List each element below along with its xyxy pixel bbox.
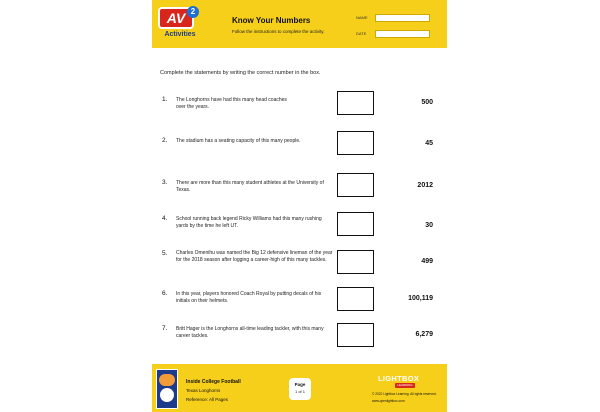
question-5-value: 499 [421,258,433,265]
question-1-answer-box[interactable] [337,91,374,115]
question-6-answer-box[interactable] [337,287,374,311]
date-label: DATE [356,31,367,36]
question-5-text: Charles Omenihu was named the Big 12 defensive lineman of the year for the 2018 season after logging a career-high of this many tackles. [176,250,333,263]
question-4-text: School running back legend Ricky Williams had this many rushing yards by the time he left UT. [176,216,322,229]
name-label: NAME [356,15,368,20]
question-6-text: In this year, players honored Coach Royal by putting decals of his initials on their helmets. [176,291,322,304]
page-label: Page [294,382,306,387]
logo-label: Activities [164,31,196,38]
logo-text: AV [166,10,186,26]
question-1-text: The Longhorns have had this many head coaches over the years. [176,97,287,110]
question-6-number: 6. [162,290,168,297]
question-7-number: 7. [162,325,168,332]
lightbox-tag: LEARNING [395,383,415,388]
question-2-number: 2. [162,137,168,144]
page-indicator [289,378,311,400]
lightbox-logo: LIGHTBOX [378,374,420,383]
name-field[interactable] [375,14,430,22]
question-2-text: The stadium has a seating capacity of this many people. [176,138,301,144]
question-4-value: 30 [425,222,433,229]
copyright: © 2022 Lightbox Learning. All rights reserved. [372,392,437,396]
av2-logo-badge [158,7,194,29]
question-3-answer-box[interactable] [337,173,374,197]
footer-bar [152,364,447,412]
website: www.openlightbox.com [372,399,405,403]
question-1-number: 1. [162,96,168,103]
instructions: Complete the statements by writing the correct number in the box. [160,70,321,76]
av2-logo [158,7,206,45]
reference: Reference: All Pages [186,397,229,402]
question-7-text: Britt Hager is the Longhorns all-time leading tackler, with this many career tackles. [176,326,324,339]
question-5-number: 5. [162,250,168,257]
question-4-answer-box[interactable] [337,212,374,236]
question-2-value: 45 [425,140,433,147]
worksheet [152,0,447,412]
date-field[interactable] [375,30,430,38]
question-1-value: 500 [421,99,433,106]
question-6-value: 100,119 [408,295,433,302]
logo-superscript: 2 [187,6,199,18]
page-subtitle: Follow the instructions to complete the activity. [232,29,325,34]
header-bar [152,0,447,48]
question-4-number: 4. [162,215,168,222]
question-2-answer-box[interactable] [337,131,374,155]
page-number: 1 of 1 [294,389,305,394]
question-7-answer-box[interactable] [337,323,374,347]
book-cover-thumbnail [156,369,178,409]
question-3-value: 2012 [417,182,433,189]
page-title: Know Your Numbers [232,16,311,25]
question-3-number: 3. [162,179,168,186]
question-3-text: There are more than this many student athletes at the University of Texas. [176,180,324,193]
question-5-answer-box[interactable] [337,250,374,274]
question-7-value: 6,279 [415,331,433,338]
book-subtitle: Texas Longhorns [186,388,221,393]
book-title: Inside College Football [186,379,241,385]
